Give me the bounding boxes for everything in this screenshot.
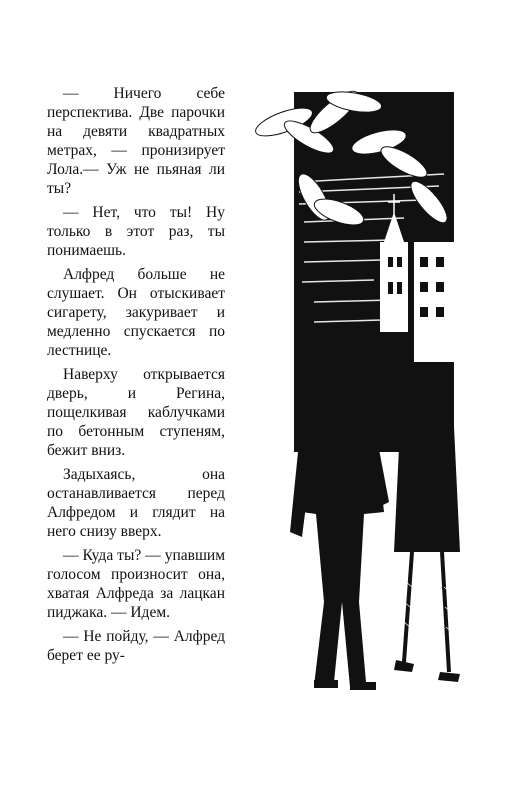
woman-figure — [394, 384, 460, 682]
paragraph: — Куда ты? — упавшим голосом произносит она, хватая Алфреда за лацкан пиджака. — Идем. — [47, 547, 225, 621]
paragraph: — Не пойду, — Алфред берет ее ру- — [47, 628, 225, 664]
paragraph: — Нет, что ты! Ну только в этот раз, ты понимаешь. — [47, 204, 225, 259]
illustration-walking-couple — [254, 82, 470, 704]
text-column — [47, 84, 225, 670]
paragraph: Наверху открывается дверь, и Регина, пощелкивая каблучками по бетонным ступеням, бежит вниз. — [47, 366, 225, 459]
right-building — [414, 242, 454, 362]
paragraph: Алфред больше не слушает. Он отыскивает сигарету, закуривает и медленно спускается по лестнице. — [47, 266, 225, 359]
paragraph: Задыхаясь, она останавливается перед Алфредом и глядит на него снизу вверх. — [47, 466, 225, 540]
paragraph: — Ничего себе перспектива. Две парочки на девяти квадратных метрах, — пронизирует Лола.— Уж не пьяная ли ты? — [47, 85, 225, 197]
